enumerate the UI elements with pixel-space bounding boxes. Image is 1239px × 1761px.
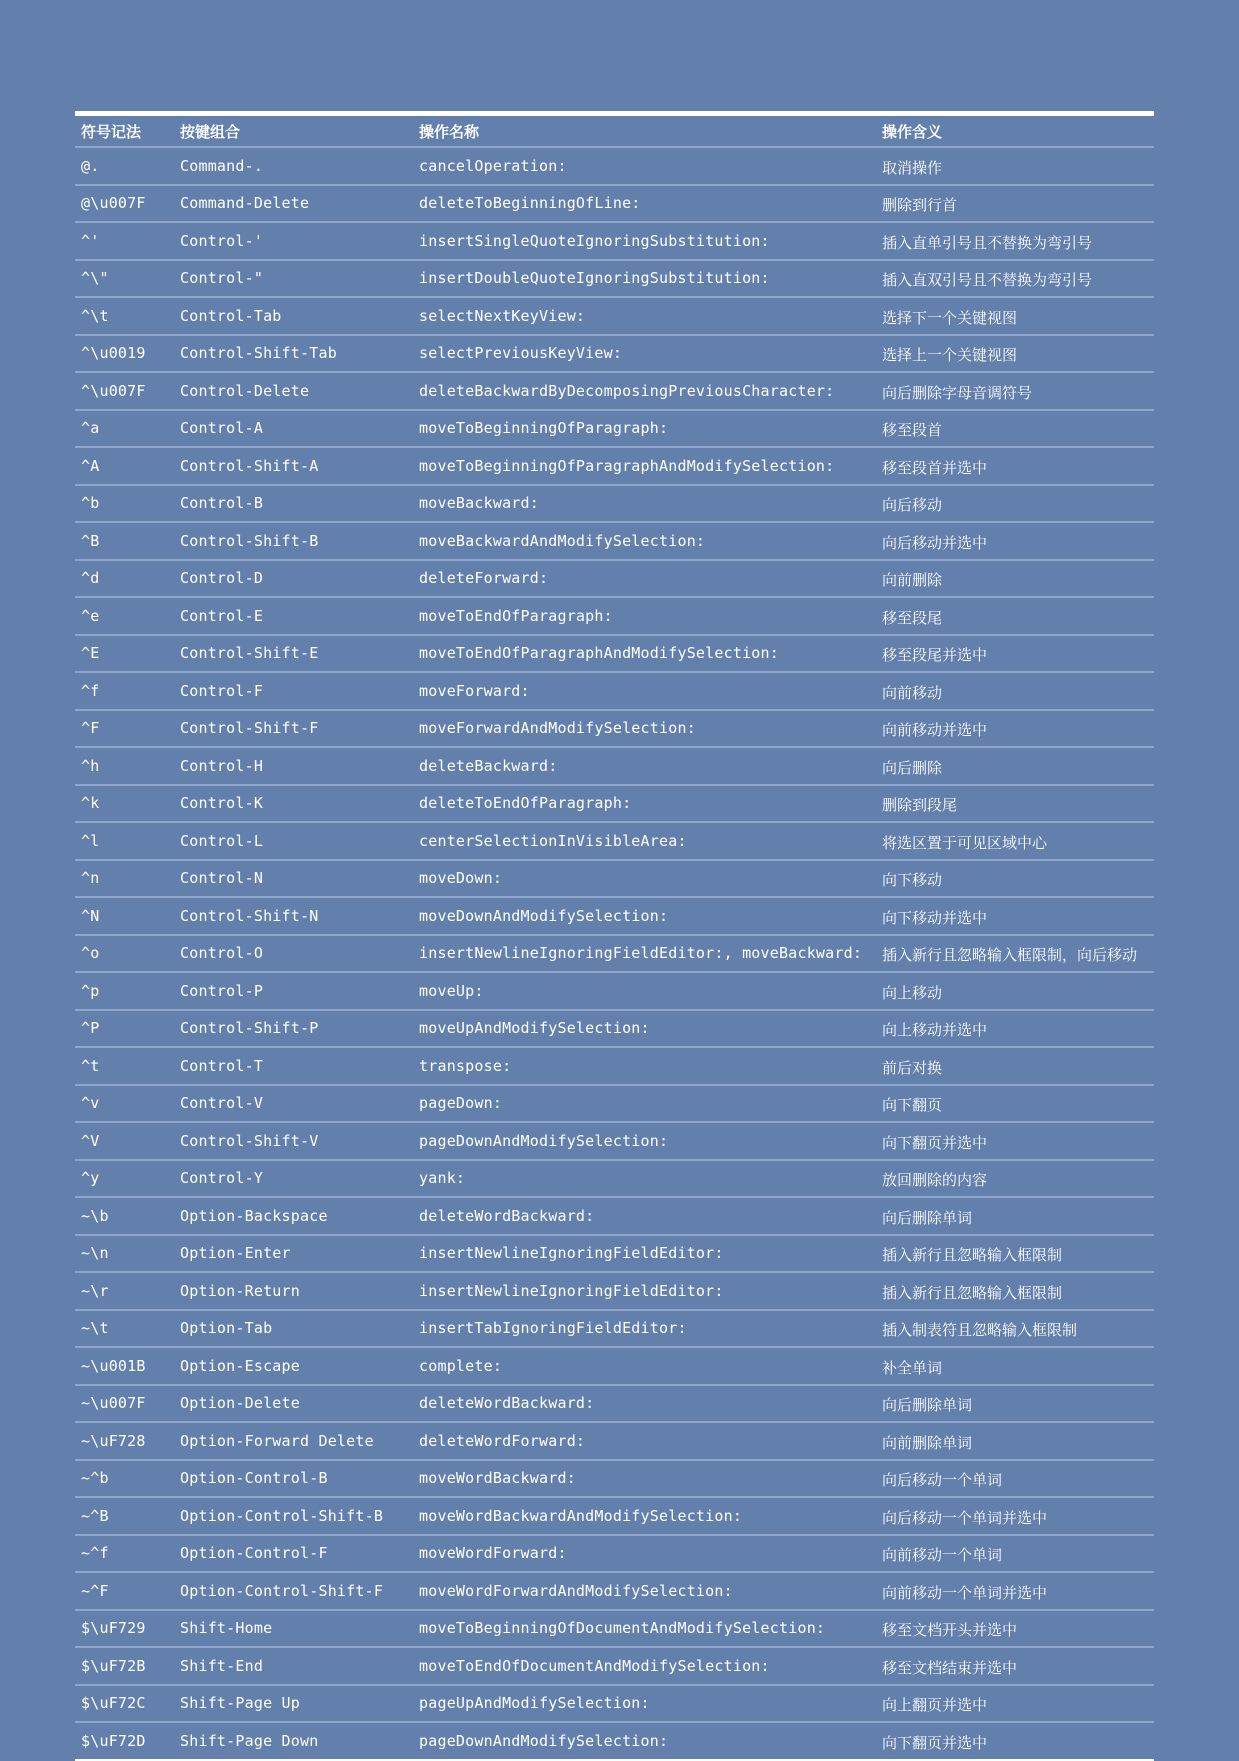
action-name-cell: deleteWordBackward: (413, 1385, 876, 1423)
key-combination-cell: Control-Shift-P (174, 1010, 413, 1048)
action-meaning-cell: 向前删除单词 (876, 1422, 1154, 1460)
table-row (75, 560, 1154, 598)
table-row (75, 147, 1154, 185)
action-name-cell: moveWordBackwardAndModifySelection: (413, 1497, 876, 1535)
notation-cell: ^\" (75, 260, 174, 298)
action-name-cell: pageDownAndModifySelection: (413, 1122, 876, 1160)
notation-cell: @. (75, 147, 174, 185)
notation-cell: ^e (75, 597, 174, 635)
notation-cell: $\uF72D (75, 1722, 174, 1760)
notation-cell: ~^b (75, 1460, 174, 1498)
action-name-cell: moveToEndOfParagraphAndModifySelection: (413, 635, 876, 673)
notation-cell: ^V (75, 1122, 174, 1160)
action-name-cell: deleteToBeginningOfLine: (413, 185, 876, 223)
action-meaning-cell: 移至段首并选中 (876, 447, 1154, 485)
table-row (75, 1310, 1154, 1348)
action-meaning-cell: 删除到行首 (876, 185, 1154, 223)
table-row (75, 1572, 1154, 1610)
table-row (75, 410, 1154, 448)
table-row (75, 1122, 1154, 1160)
action-meaning-cell: 向上移动并选中 (876, 1010, 1154, 1048)
table-row (75, 747, 1154, 785)
table-row (75, 1685, 1154, 1723)
action-meaning-cell: 向前删除 (876, 560, 1154, 598)
key-combination-cell: Control-Delete (174, 372, 413, 410)
notation-cell: ^n (75, 860, 174, 898)
header-action-meaning: 操作含义 (876, 116, 1154, 147)
table-row (75, 1085, 1154, 1123)
action-meaning-cell: 取消操作 (876, 147, 1154, 185)
action-name-cell: selectPreviousKeyView: (413, 335, 876, 373)
table-row (75, 222, 1154, 260)
action-meaning-cell: 移至文档结束并选中 (876, 1647, 1154, 1685)
key-combination-cell: Option-Forward Delete (174, 1422, 413, 1460)
table-row (75, 822, 1154, 860)
action-name-cell: deleteBackwardByDecomposingPreviousCharacter: (413, 372, 876, 410)
action-name-cell: moveWordForward: (413, 1535, 876, 1573)
notation-cell: ^p (75, 972, 174, 1010)
table-row (75, 1535, 1154, 1573)
table-row (75, 597, 1154, 635)
notation-cell: ^\u0019 (75, 335, 174, 373)
notation-cell: ~\u001B (75, 1347, 174, 1385)
action-name-cell: moveDown: (413, 860, 876, 898)
notation-cell: $\uF729 (75, 1610, 174, 1648)
table-row (75, 1610, 1154, 1648)
key-combination-cell: Control-Shift-V (174, 1122, 413, 1160)
key-combination-cell: Control-F (174, 672, 413, 710)
action-meaning-cell: 插入制表符且忽略输入框限制 (876, 1310, 1154, 1348)
action-name-cell: insertDoubleQuoteIgnoringSubstitution: (413, 260, 876, 298)
table-row (75, 1422, 1154, 1460)
table-row (75, 1460, 1154, 1498)
action-name-cell: moveToBeginningOfDocumentAndModifySelection: (413, 1610, 876, 1648)
action-name-cell: complete: (413, 1347, 876, 1385)
action-meaning-cell: 向后删除单词 (876, 1385, 1154, 1423)
action-name-cell: deleteWordBackward: (413, 1197, 876, 1235)
action-name-cell: deleteToEndOfParagraph: (413, 785, 876, 823)
action-name-cell: moveForward: (413, 672, 876, 710)
key-combination-cell: Control-T (174, 1047, 413, 1085)
table-row (75, 785, 1154, 823)
key-combination-cell: Control-L (174, 822, 413, 860)
action-meaning-cell: 插入直单引号且不替换为弯引号 (876, 222, 1154, 260)
action-meaning-cell: 向下翻页并选中 (876, 1122, 1154, 1160)
table-row (75, 672, 1154, 710)
table-row (75, 635, 1154, 673)
notation-cell: $\uF72B (75, 1647, 174, 1685)
table-header-row (75, 116, 1154, 147)
table-row (75, 1160, 1154, 1198)
action-name-cell: insertNewlineIgnoringFieldEditor: (413, 1272, 876, 1310)
action-meaning-cell: 选择上一个关键视图 (876, 335, 1154, 373)
action-meaning-cell: 向下翻页并选中 (876, 1722, 1154, 1760)
action-name-cell: deleteForward: (413, 560, 876, 598)
action-name-cell: centerSelectionInVisibleArea: (413, 822, 876, 860)
action-name-cell: transpose: (413, 1047, 876, 1085)
notation-cell: $\uF72C (75, 1685, 174, 1723)
action-meaning-cell: 插入新行且忽略输入框限制 (876, 1272, 1154, 1310)
key-combination-cell: Control-Shift-F (174, 710, 413, 748)
action-name-cell: cancelOperation: (413, 147, 876, 185)
action-meaning-cell: 将选区置于可见区域中心 (876, 822, 1154, 860)
action-name-cell: deleteBackward: (413, 747, 876, 785)
key-combination-cell: Option-Backspace (174, 1197, 413, 1235)
action-name-cell: insertNewlineIgnoringFieldEditor:, moveBackward: (413, 935, 876, 973)
notation-cell: ^N (75, 897, 174, 935)
action-meaning-cell: 向前移动并选中 (876, 710, 1154, 748)
action-meaning-cell: 向后移动并选中 (876, 522, 1154, 560)
action-name-cell: insertNewlineIgnoringFieldEditor: (413, 1235, 876, 1273)
key-combination-cell: Option-Control-Shift-B (174, 1497, 413, 1535)
key-combination-cell: Option-Enter (174, 1235, 413, 1273)
table-row (75, 1385, 1154, 1423)
key-combination-cell: Control-P (174, 972, 413, 1010)
action-meaning-cell: 删除到段尾 (876, 785, 1154, 823)
header-notation: 符号记法 (75, 116, 174, 147)
table-row (75, 1497, 1154, 1535)
action-name-cell: moveForwardAndModifySelection: (413, 710, 876, 748)
notation-cell: ^o (75, 935, 174, 973)
action-meaning-cell: 向后删除单词 (876, 1197, 1154, 1235)
key-combination-cell: Option-Control-Shift-F (174, 1572, 413, 1610)
notation-cell: ^' (75, 222, 174, 260)
notation-cell: ~\uF728 (75, 1422, 174, 1460)
table-row (75, 1272, 1154, 1310)
table-row (75, 260, 1154, 298)
notation-cell: ^t (75, 1047, 174, 1085)
key-combination-cell: Control-Shift-Tab (174, 335, 413, 373)
key-combination-cell: Control-Shift-E (174, 635, 413, 673)
notation-cell: ^E (75, 635, 174, 673)
action-meaning-cell: 向下翻页 (876, 1085, 1154, 1123)
keybinding-table-container (75, 111, 1154, 1761)
key-combination-cell: Control-A (174, 410, 413, 448)
notation-cell: ^P (75, 1010, 174, 1048)
table-row (75, 297, 1154, 335)
action-name-cell: moveToEndOfDocumentAndModifySelection: (413, 1647, 876, 1685)
action-meaning-cell: 移至段尾并选中 (876, 635, 1154, 673)
notation-cell: ~^F (75, 1572, 174, 1610)
notation-cell: ~\t (75, 1310, 174, 1348)
key-combination-cell: Shift-Home (174, 1610, 413, 1648)
key-combination-cell: Control-Tab (174, 297, 413, 335)
action-meaning-cell: 放回删除的内容 (876, 1160, 1154, 1198)
header-action-name: 操作名称 (413, 116, 876, 147)
action-meaning-cell: 插入新行且忽略输入框限制，向后移动 (876, 935, 1154, 973)
key-combination-cell: Control-Shift-B (174, 522, 413, 560)
table-row (75, 485, 1154, 523)
key-combination-cell: Control-Shift-N (174, 897, 413, 935)
notation-cell: ^b (75, 485, 174, 523)
key-combination-cell: Control-E (174, 597, 413, 635)
notation-cell: ~\u007F (75, 1385, 174, 1423)
table-row (75, 185, 1154, 223)
action-name-cell: pageUpAndModifySelection: (413, 1685, 876, 1723)
action-meaning-cell: 移至段尾 (876, 597, 1154, 635)
action-name-cell: deleteWordForward: (413, 1422, 876, 1460)
table-header (75, 116, 1154, 147)
table-row (75, 1647, 1154, 1685)
action-name-cell: insertTabIgnoringFieldEditor: (413, 1310, 876, 1348)
keybinding-table (75, 116, 1154, 1761)
action-meaning-cell: 向下移动并选中 (876, 897, 1154, 935)
notation-cell: ^l (75, 822, 174, 860)
key-combination-cell: Command-. (174, 147, 413, 185)
notation-cell: ^a (75, 410, 174, 448)
action-name-cell: moveWordForwardAndModifySelection: (413, 1572, 876, 1610)
table-row (75, 1235, 1154, 1273)
table-row (75, 1197, 1154, 1235)
action-name-cell: pageDown: (413, 1085, 876, 1123)
table-row (75, 1010, 1154, 1048)
action-meaning-cell: 选择下一个关键视图 (876, 297, 1154, 335)
key-combination-cell: Control-H (174, 747, 413, 785)
action-meaning-cell: 向后删除 (876, 747, 1154, 785)
notation-cell: ^v (75, 1085, 174, 1123)
action-name-cell: moveUp: (413, 972, 876, 1010)
key-combination-cell: Option-Control-F (174, 1535, 413, 1573)
table-row (75, 522, 1154, 560)
table-row (75, 1347, 1154, 1385)
action-meaning-cell: 向上翻页并选中 (876, 1685, 1154, 1723)
key-combination-cell: Shift-End (174, 1647, 413, 1685)
key-combination-cell: Control-D (174, 560, 413, 598)
key-combination-cell: Option-Escape (174, 1347, 413, 1385)
action-name-cell: moveBackwardAndModifySelection: (413, 522, 876, 560)
action-meaning-cell: 向后移动 (876, 485, 1154, 523)
table-row (75, 372, 1154, 410)
notation-cell: ~\n (75, 1235, 174, 1273)
key-combination-cell: Option-Return (174, 1272, 413, 1310)
action-name-cell: moveToBeginningOfParagraph: (413, 410, 876, 448)
notation-cell: ~\r (75, 1272, 174, 1310)
action-name-cell: pageDownAndModifySelection: (413, 1722, 876, 1760)
action-meaning-cell: 移至文档开头并选中 (876, 1610, 1154, 1648)
action-name-cell: moveToBeginningOfParagraphAndModifySelection: (413, 447, 876, 485)
action-meaning-cell: 向后移动一个单词 (876, 1460, 1154, 1498)
action-meaning-cell: 插入新行且忽略输入框限制 (876, 1235, 1154, 1273)
action-name-cell: moveDownAndModifySelection: (413, 897, 876, 935)
action-meaning-cell: 向前移动 (876, 672, 1154, 710)
key-combination-cell: Control-V (174, 1085, 413, 1123)
notation-cell: ^k (75, 785, 174, 823)
table-row (75, 935, 1154, 973)
notation-cell: ^d (75, 560, 174, 598)
key-combination-cell: Control-Y (174, 1160, 413, 1198)
table-row (75, 1047, 1154, 1085)
action-name-cell: yank: (413, 1160, 876, 1198)
notation-cell: ~^B (75, 1497, 174, 1535)
key-combination-cell: Control-' (174, 222, 413, 260)
action-meaning-cell: 向后移动一个单词并选中 (876, 1497, 1154, 1535)
action-name-cell: selectNextKeyView: (413, 297, 876, 335)
action-name-cell: moveToEndOfParagraph: (413, 597, 876, 635)
action-meaning-cell: 移至段首 (876, 410, 1154, 448)
table-row (75, 972, 1154, 1010)
key-combination-cell: Shift-Page Up (174, 1685, 413, 1723)
action-meaning-cell: 向后删除字母音调符号 (876, 372, 1154, 410)
key-combination-cell: Option-Control-B (174, 1460, 413, 1498)
action-meaning-cell: 前后对换 (876, 1047, 1154, 1085)
key-combination-cell: Option-Tab (174, 1310, 413, 1348)
action-meaning-cell: 向下移动 (876, 860, 1154, 898)
notation-cell: ^y (75, 1160, 174, 1198)
key-combination-cell: Control-O (174, 935, 413, 973)
action-name-cell: moveBackward: (413, 485, 876, 523)
notation-cell: ^\u007F (75, 372, 174, 410)
table-row (75, 335, 1154, 373)
action-meaning-cell: 补全单词 (876, 1347, 1154, 1385)
key-combination-cell: Control-Shift-A (174, 447, 413, 485)
table-row (75, 897, 1154, 935)
key-combination-cell: Shift-Page Down (174, 1722, 413, 1760)
table-row (75, 860, 1154, 898)
notation-cell: ^B (75, 522, 174, 560)
action-meaning-cell: 向前移动一个单词 (876, 1535, 1154, 1573)
action-meaning-cell: 插入直双引号且不替换为弯引号 (876, 260, 1154, 298)
key-combination-cell: Option-Delete (174, 1385, 413, 1423)
notation-cell: ~\b (75, 1197, 174, 1235)
notation-cell: ^\t (75, 297, 174, 335)
action-meaning-cell: 向上移动 (876, 972, 1154, 1010)
notation-cell: ^f (75, 672, 174, 710)
key-combination-cell: Control-K (174, 785, 413, 823)
header-key-combination: 按键组合 (174, 116, 413, 147)
notation-cell: @\u007F (75, 185, 174, 223)
key-combination-cell: Control-" (174, 260, 413, 298)
notation-cell: ^A (75, 447, 174, 485)
action-name-cell: insertSingleQuoteIgnoringSubstitution: (413, 222, 876, 260)
action-name-cell: moveWordBackward: (413, 1460, 876, 1498)
key-combination-cell: Control-N (174, 860, 413, 898)
notation-cell: ^F (75, 710, 174, 748)
table-row (75, 710, 1154, 748)
table-row (75, 447, 1154, 485)
notation-cell: ~^f (75, 1535, 174, 1573)
table-body (75, 147, 1154, 1760)
action-meaning-cell: 向前移动一个单词并选中 (876, 1572, 1154, 1610)
notation-cell: ^h (75, 747, 174, 785)
action-name-cell: moveUpAndModifySelection: (413, 1010, 876, 1048)
key-combination-cell: Control-B (174, 485, 413, 523)
key-combination-cell: Command-Delete (174, 185, 413, 223)
